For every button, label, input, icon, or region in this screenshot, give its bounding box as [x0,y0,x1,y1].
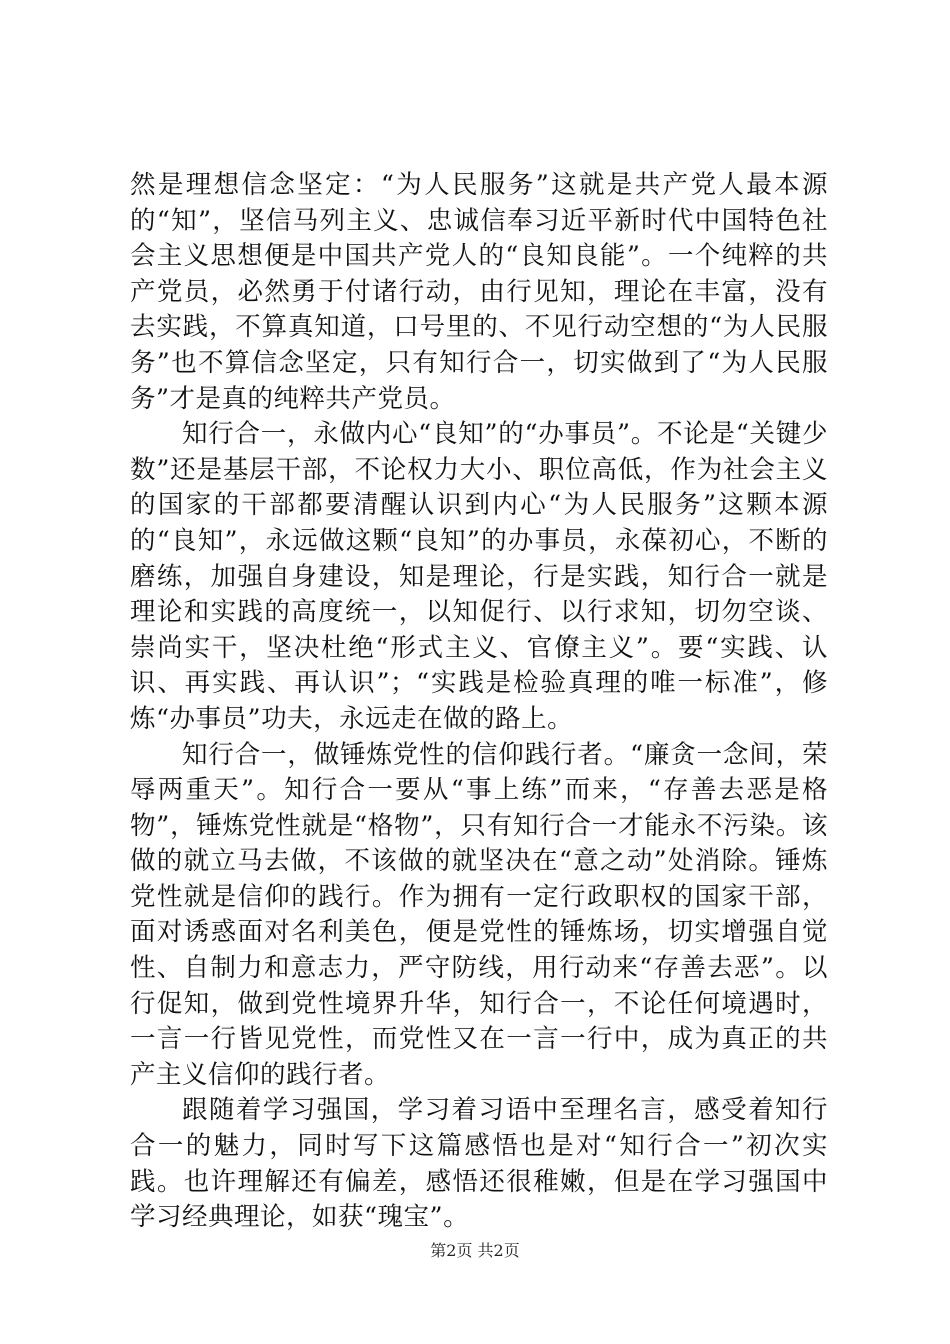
document-body [130,168,828,1236]
page-footer: 第2页 共2页 [430,1241,520,1260]
paragraph-party-spirit: 知行合一，做锤炼党性的信仰践行者。“廉贪一念间，荣辱两重天”。知行合一要从“事上练”而来，“存善去恶是格物”，锤炼党性就是“格物”，只有知行合一才能永不污染。该做的就立马去做，不该做的就坚决在“意之动”处消除。锤炼党性就是信仰的践行。作为拥有一定行政职权的国家干部，面对诱惑面对名利美色，便是党性的锤炼场，切实增强自觉性、自制力和意志力，严守防线，用行动来“存善去恶”。以行促知，做到党性境界升华，知行合一，不论任何境遇时，一言一行皆见党性，而党性又在一言一行中，成为真正的共产主义信仰的践行者。 [130,739,828,1090]
paragraph-conscience-clerk: 知行合一，永做内心“良知”的“办事员”。不论是“关键少数”还是基层干部，不论权力大小、职位高低，作为社会主义的国家的干部都要清醒认识到内心“为人民服务”这颗本源的“良知”，永远做这颗“良知”的办事员，永葆初心，不断的磨练，加强自身建设，知是理论，行是实践，知行合一就是理论和实践的高度统一，以知促行、以行求知，切勿空谈、崇尚实干，坚决杜绝“形式主义、官僚主义”。要“实践、认识、再实践、再认识”；“实践是检验真理的唯一标准”，修炼“办事员”功夫，永远走在做的路上。 [130,419,828,734]
paragraph-continuation: 然是理想信念坚定：“为人民服务”这就是共产党人最本源的“知”，坚信马列主义、忠诚信奉习近平新时代中国特色社会主义思想便是中国共产党人的“良知良能”。一个纯粹的共产党员，必然勇于付诸行动，由行见知，理论在丰富，没有去实践，不算真知道，口号里的、不见行动空想的“为人民服务”也不算信念坚定，只有知行合一，切实做到了“为人民服务”才是真的纯粹共产党员。 [130,170,828,414]
paragraph-closing: 跟随着学习强国，学习着习语中至理名言，感受着知行合一的魅力，同时写下这篇感悟也是对“知行合一”初次实践。也许理解还有偏差，感悟还很稚嫩，但是在学习强国中学习经典理论，如获“瑰宝”。 [130,1095,828,1233]
